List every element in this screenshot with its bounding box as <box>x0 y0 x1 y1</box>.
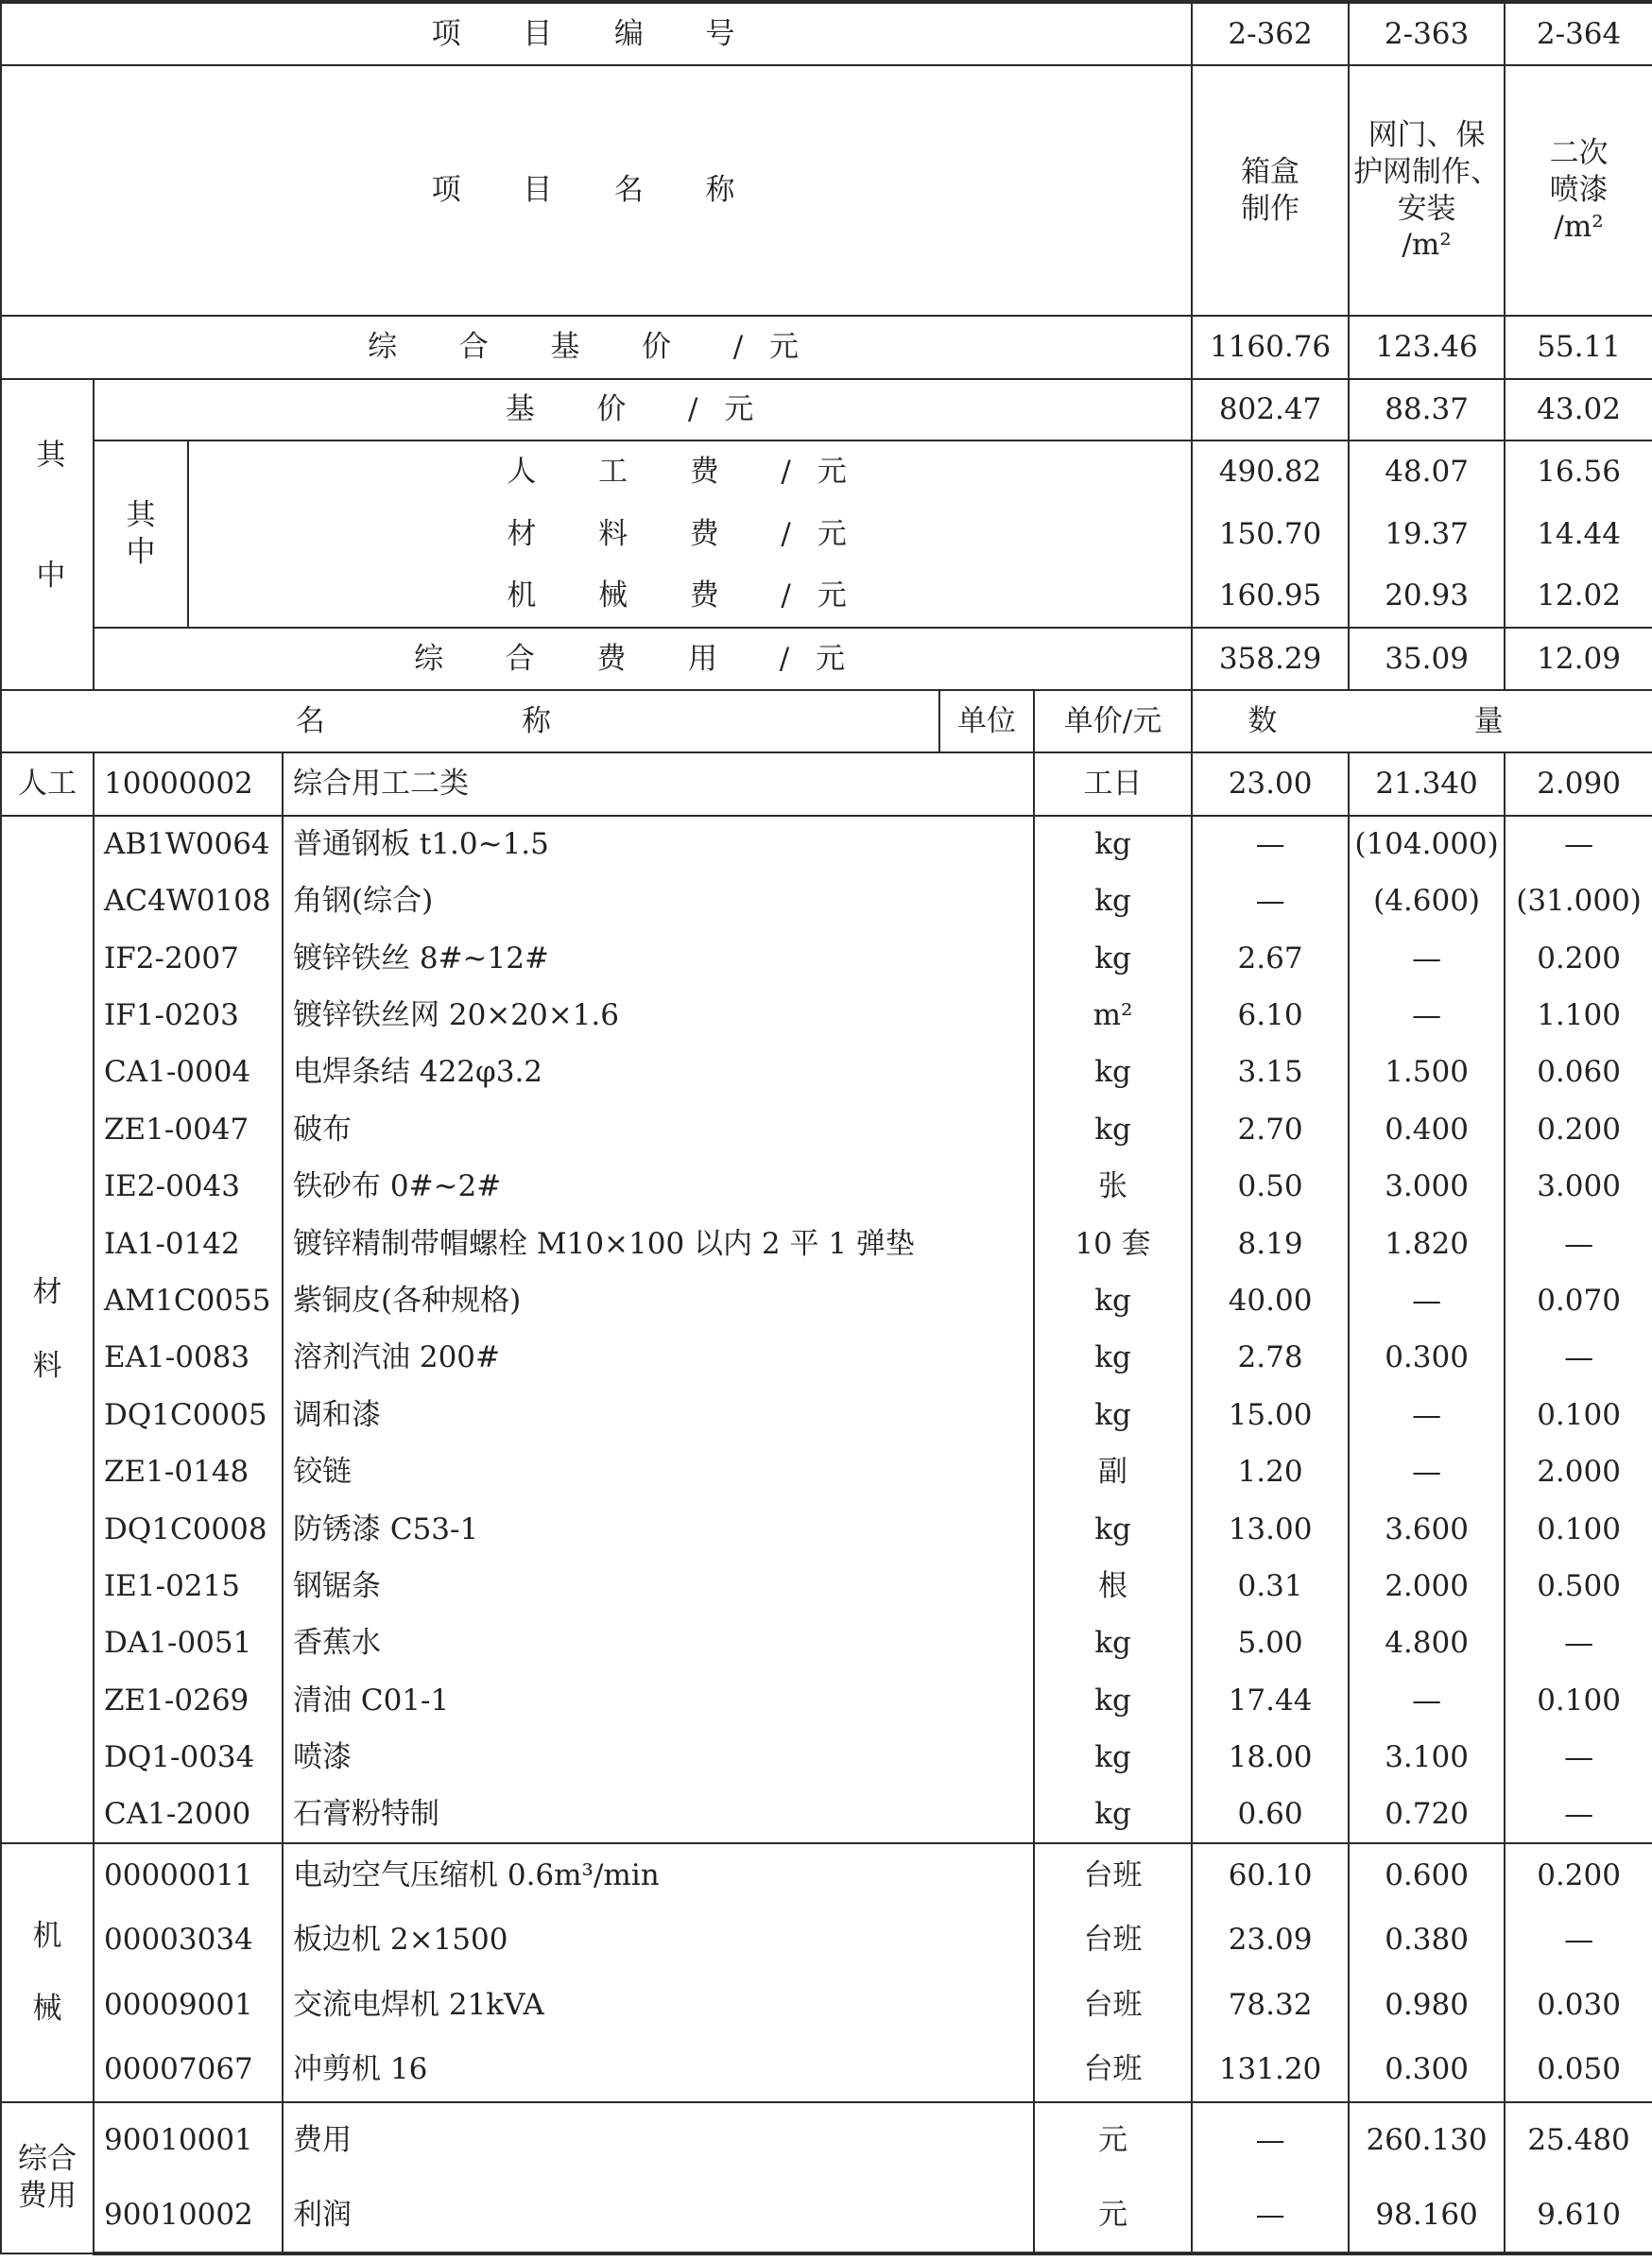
resource-unit: 根 <box>1034 1558 1192 1614</box>
resource-name: 香蕉水 <box>283 1614 1034 1671</box>
detail-row <box>1 1787 1652 1843</box>
resource-name: 板边机 2×1500 <box>283 1908 1034 1974</box>
resource-code: DQ1-0034 <box>94 1729 283 1786</box>
resource-quantity: — <box>1349 1672 1505 1729</box>
resource-unit-price: 8.19 <box>1192 1216 1349 1272</box>
machine-cost-value: 12.02 <box>1505 565 1652 628</box>
resource-unit-price: 0.60 <box>1192 1787 1349 1843</box>
column-unit-header: 单位 <box>939 690 1034 752</box>
material-cost-label: 材 料 费 /元 <box>188 503 1192 565</box>
resource-quantity: 0.980 <box>1349 1973 1505 2038</box>
resource-unit: kg <box>1034 1672 1192 1729</box>
item-name: 网门、保 护网制作、 安装 /m² <box>1349 65 1505 316</box>
resource-quantity: 0.380 <box>1349 1908 1505 1974</box>
resource-unit: kg <box>1034 816 1192 872</box>
resource-quantity: — <box>1505 816 1652 872</box>
resource-quantity: 1.500 <box>1349 1045 1505 1101</box>
base-price-row <box>1 379 1652 440</box>
resource-quantity: — <box>1349 930 1505 987</box>
resource-code: 90010001 <box>94 2102 283 2178</box>
resource-unit: 台班 <box>1034 2038 1192 2103</box>
resource-unit: 元 <box>1034 2178 1192 2253</box>
resource-unit: 台班 <box>1034 1843 1192 1908</box>
resource-unit-price: 17.44 <box>1192 1672 1349 1729</box>
resource-unit-price: 78.32 <box>1192 1973 1349 2038</box>
resource-name: 紫铜皮(各种规格) <box>283 1272 1034 1329</box>
resource-quantity: 0.050 <box>1505 2038 1652 2103</box>
overhead-value: 12.09 <box>1505 628 1652 690</box>
resource-unit: 台班 <box>1034 1973 1192 2038</box>
resource-unit: kg <box>1034 1501 1192 1558</box>
resource-quantity: 0.070 <box>1505 1272 1652 1329</box>
resource-quantity: 0.030 <box>1505 1973 1652 2038</box>
resource-quantity: 3.100 <box>1349 1729 1505 1786</box>
resource-code: AC4W0108 <box>94 872 283 929</box>
resource-unit-price: 2.67 <box>1192 930 1349 987</box>
resource-unit: kg <box>1034 930 1192 987</box>
resource-unit: 副 <box>1034 1443 1192 1500</box>
resource-name: 喷漆 <box>283 1729 1034 1786</box>
resource-quantity: 0.600 <box>1349 1843 1505 1908</box>
detail-row <box>1 1101 1652 1158</box>
material-cost-value: 14.44 <box>1505 503 1652 565</box>
detail-row <box>1 816 1652 872</box>
resource-name: 破布 <box>283 1101 1034 1158</box>
resource-quantity: 0.100 <box>1505 1387 1652 1443</box>
detail-row <box>1 2178 1652 2253</box>
resource-name: 费用 <box>283 2102 1034 2178</box>
resource-quantity: 0.300 <box>1349 2038 1505 2103</box>
resource-unit-price: 1.20 <box>1192 1443 1349 1500</box>
resource-code: IF1-0203 <box>94 987 283 1044</box>
resource-unit: 台班 <box>1034 1908 1192 1974</box>
item-code: 2-363 <box>1349 2 1505 65</box>
total-base-price-row <box>1 316 1652 379</box>
resource-quantity: — <box>1505 1330 1652 1387</box>
resource-quantity: 0.100 <box>1505 1672 1652 1729</box>
resource-code: ZE1-0269 <box>94 1672 283 1729</box>
resource-unit-price: 23.09 <box>1192 1908 1349 1974</box>
resource-quantity: — <box>1349 987 1505 1044</box>
item-name: 二次 喷漆 /m² <box>1505 65 1652 316</box>
material-cost-row <box>1 503 1652 565</box>
resource-quantity: 0.100 <box>1505 1501 1652 1558</box>
resource-name: 电动空气压缩机 0.6m³/min <box>283 1843 1034 1908</box>
item-code: 2-362 <box>1192 2 1349 65</box>
resource-quantity: (4.600) <box>1349 872 1505 929</box>
resource-unit: 工日 <box>1034 752 1192 816</box>
resource-quantity: 1.820 <box>1349 1216 1505 1272</box>
resource-code: 90010002 <box>94 2178 283 2253</box>
resource-name: 镀锌精制带帽螺栓 M10×100 以内 2 平 1 弹垫 <box>283 1216 1034 1272</box>
machine-cost-value: 160.95 <box>1192 565 1349 628</box>
resource-quantity: — <box>1349 1387 1505 1443</box>
resource-code: IE1-0215 <box>94 1558 283 1614</box>
labor-cost-row <box>1 440 1652 503</box>
resource-unit-price: 18.00 <box>1192 1729 1349 1786</box>
detail-row <box>1 1330 1652 1387</box>
resource-quantity: 0.200 <box>1505 1843 1652 1908</box>
resource-name: 石膏粉特制 <box>283 1787 1034 1843</box>
detail-row <box>1 1501 1652 1558</box>
resource-code: CA1-2000 <box>94 1787 283 1843</box>
item-name-row <box>1 65 1652 316</box>
resource-code: AB1W0064 <box>94 816 283 872</box>
resource-unit-price: 40.00 <box>1192 1272 1349 1329</box>
resource-code: IE2-0043 <box>94 1158 283 1215</box>
detail-row <box>1 1614 1652 1671</box>
resource-code: IF2-2007 <box>94 930 283 987</box>
resource-unit-price: — <box>1192 872 1349 929</box>
resource-quantity: — <box>1505 1614 1652 1671</box>
resource-name: 利润 <box>283 2178 1034 2253</box>
resource-quantity: 21.340 <box>1349 752 1505 816</box>
resource-code: 10000002 <box>94 752 283 816</box>
resource-quantity: 98.160 <box>1349 2178 1505 2253</box>
resource-code: ZE1-0047 <box>94 1101 283 1158</box>
machine-cost-row <box>1 565 1652 628</box>
resource-code: DQ1C0005 <box>94 1387 283 1443</box>
section-category: 综合 费用 <box>1 2102 94 2253</box>
resource-unit: kg <box>1034 1045 1192 1101</box>
overhead-value: 35.09 <box>1349 628 1505 690</box>
resource-unit-price: — <box>1192 2178 1349 2253</box>
total-base-price-value: 1160.76 <box>1192 316 1349 379</box>
resource-quantity: 2.000 <box>1505 1443 1652 1500</box>
resource-code: AM1C0055 <box>94 1272 283 1329</box>
overhead-row <box>1 628 1652 690</box>
resource-name: 电焊条结 422φ3.2 <box>283 1045 1034 1101</box>
resource-name: 防锈漆 C53-1 <box>283 1501 1034 1558</box>
resource-quantity: 2.000 <box>1349 1558 1505 1614</box>
section-category: 人工 <box>1 752 94 816</box>
resource-quantity: 2.090 <box>1505 752 1652 816</box>
item-code-row <box>1 2 1652 65</box>
section-category: 机 械 <box>1 1843 94 2102</box>
detail-row <box>1 987 1652 1044</box>
labor-cost-value: 48.07 <box>1349 440 1505 503</box>
resource-quantity: (104.000) <box>1349 816 1505 872</box>
labor-cost-label: 人 工 费 /元 <box>188 440 1192 503</box>
detail-row <box>1 1158 1652 1215</box>
base-price-value: 802.47 <box>1192 379 1349 440</box>
resource-name: 镀锌铁丝 8#~12# <box>283 930 1034 987</box>
resource-quantity: — <box>1349 1272 1505 1329</box>
detail-row <box>1 1729 1652 1786</box>
overhead-label: 综 合 费 用 /元 <box>94 628 1192 690</box>
resource-unit: kg <box>1034 1387 1192 1443</box>
resource-code: DA1-0051 <box>94 1614 283 1671</box>
detail-row <box>1 1216 1652 1272</box>
base-price-value: 43.02 <box>1505 379 1652 440</box>
resource-unit: 张 <box>1034 1158 1192 1215</box>
labor-cost-value: 16.56 <box>1505 440 1652 503</box>
resource-unit-price: 13.00 <box>1192 1501 1349 1558</box>
resource-code: DQ1C0008 <box>94 1501 283 1558</box>
resource-quantity: 3.000 <box>1505 1158 1652 1215</box>
resource-quantity: 0.200 <box>1505 1101 1652 1158</box>
resource-unit: kg <box>1034 1101 1192 1158</box>
resource-quantity: 0.720 <box>1349 1787 1505 1843</box>
sub-group-label: 其 中 <box>94 440 188 628</box>
resource-quantity: 260.130 <box>1349 2102 1505 2178</box>
detail-row <box>1 930 1652 987</box>
resource-quantity: 9.610 <box>1505 2178 1652 2253</box>
material-cost-value: 150.70 <box>1192 503 1349 565</box>
resource-quantity: 0.200 <box>1505 930 1652 987</box>
resource-unit-price: 23.00 <box>1192 752 1349 816</box>
detail-row <box>1 1672 1652 1729</box>
base-price-value: 88.37 <box>1349 379 1505 440</box>
resource-code: EA1-0083 <box>94 1330 283 1387</box>
resource-name: 清油 C01-1 <box>283 1672 1034 1729</box>
resource-unit-price: 5.00 <box>1192 1614 1349 1671</box>
resource-code: IA1-0142 <box>94 1216 283 1272</box>
resource-code: CA1-0004 <box>94 1045 283 1101</box>
resource-quantity: — <box>1505 1729 1652 1786</box>
resource-name: 普通钢板 t1.0~1.5 <box>283 816 1034 872</box>
resource-name: 综合用工二类 <box>283 752 1034 816</box>
resource-unit-price: 3.15 <box>1192 1045 1349 1101</box>
resource-unit: kg <box>1034 1729 1192 1786</box>
detail-row <box>1 2038 1652 2103</box>
resource-code: 00000011 <box>94 1843 283 1908</box>
labor-cost-value: 490.82 <box>1192 440 1349 503</box>
resource-unit: kg <box>1034 1787 1192 1843</box>
resource-quantity: 25.480 <box>1505 2102 1652 2178</box>
resource-unit: kg <box>1034 1614 1192 1671</box>
resource-unit: 10 套 <box>1034 1216 1192 1272</box>
resource-unit-price: 60.10 <box>1192 1843 1349 1908</box>
resource-unit-price: 6.10 <box>1192 987 1349 1044</box>
resource-unit-price: 2.78 <box>1192 1330 1349 1387</box>
detail-row <box>1 872 1652 929</box>
resource-name: 交流电焊机 21kVA <box>283 1973 1034 2038</box>
resource-name: 溶剂汽油 200# <box>283 1330 1034 1387</box>
detail-row <box>1 1973 1652 2038</box>
resource-unit-price: — <box>1192 816 1349 872</box>
resource-unit-price: 0.50 <box>1192 1158 1349 1215</box>
item-name: 箱盒 制作 <box>1192 65 1349 316</box>
overhead-value: 358.29 <box>1192 628 1349 690</box>
resource-unit-price: 2.70 <box>1192 1101 1349 1158</box>
resource-unit: kg <box>1034 1330 1192 1387</box>
resource-unit: kg <box>1034 1272 1192 1329</box>
resource-unit-price: 0.31 <box>1192 1558 1349 1614</box>
resource-name: 铰链 <box>283 1443 1034 1500</box>
resource-unit: kg <box>1034 872 1192 929</box>
detail-row <box>1 1387 1652 1443</box>
column-name-header: 名 称 <box>1 690 939 752</box>
detail-row <box>1 1558 1652 1614</box>
total-base-price-value: 123.46 <box>1349 316 1505 379</box>
detail-row <box>1 1272 1652 1329</box>
resource-unit-price: 15.00 <box>1192 1387 1349 1443</box>
resource-quantity: — <box>1505 1908 1652 1974</box>
resource-quantity: 0.060 <box>1505 1045 1652 1101</box>
group-label: 其 中 <box>1 379 94 690</box>
resource-quantity: — <box>1349 1443 1505 1500</box>
resource-quantity: 0.400 <box>1349 1101 1505 1158</box>
resource-name: 调和漆 <box>283 1387 1034 1443</box>
total-base-price-value: 55.11 <box>1505 316 1652 379</box>
machine-cost-label: 机 械 费 /元 <box>188 565 1192 628</box>
resource-name: 镀锌铁丝网 20×20×1.6 <box>283 987 1034 1044</box>
item-name-label: 项 目 名 称 <box>1 65 1192 316</box>
resource-quantity: 4.800 <box>1349 1614 1505 1671</box>
resource-quantity: — <box>1505 1216 1652 1272</box>
resource-code: 00007067 <box>94 2038 283 2103</box>
column-unit-price-header: 单价/元 <box>1034 690 1192 752</box>
item-code: 2-364 <box>1505 2 1652 65</box>
resource-unit: 元 <box>1034 2102 1192 2178</box>
resource-quantity: 0.300 <box>1349 1330 1505 1387</box>
resource-name: 角钢(综合) <box>283 872 1034 929</box>
resource-unit-price: — <box>1192 2102 1349 2178</box>
section-category: 材 料 <box>1 816 94 1843</box>
resource-code: 00003034 <box>94 1908 283 1974</box>
resource-name: 冲剪机 16 <box>283 2038 1034 2103</box>
resource-unit-price: 131.20 <box>1192 2038 1349 2103</box>
resource-quantity: (31.000) <box>1505 872 1652 929</box>
detail-row <box>1 1045 1652 1101</box>
base-price-label: 基 价 /元 <box>94 379 1192 440</box>
detail-row <box>1 752 1652 816</box>
detail-row <box>1 1443 1652 1500</box>
column-quantity-header: 数 量 <box>1192 690 1652 752</box>
resource-quantity: 3.600 <box>1349 1501 1505 1558</box>
material-cost-value: 19.37 <box>1349 503 1505 565</box>
column-header-row <box>1 690 1652 752</box>
resource-name: 钢锯条 <box>283 1558 1034 1614</box>
resource-unit: m² <box>1034 987 1192 1044</box>
resource-quantity: 0.500 <box>1505 1558 1652 1614</box>
resource-quantity: 1.100 <box>1505 987 1652 1044</box>
detail-row <box>1 1908 1652 1974</box>
resource-code: 00009001 <box>94 1973 283 2038</box>
machine-cost-value: 20.93 <box>1349 565 1505 628</box>
item-code-label: 项 目 编 号 <box>1 2 1192 65</box>
resource-code: ZE1-0148 <box>94 1443 283 1500</box>
resource-name: 铁砂布 0#~2# <box>283 1158 1034 1215</box>
total-base-price-label: 综 合 基 价 /元 <box>1 316 1192 379</box>
resource-quantity: — <box>1505 1787 1652 1843</box>
resource-quantity: 3.000 <box>1349 1158 1505 1215</box>
detail-row <box>1 2102 1652 2178</box>
quota-table-body <box>1 2 1652 2253</box>
detail-row <box>1 1843 1652 1908</box>
